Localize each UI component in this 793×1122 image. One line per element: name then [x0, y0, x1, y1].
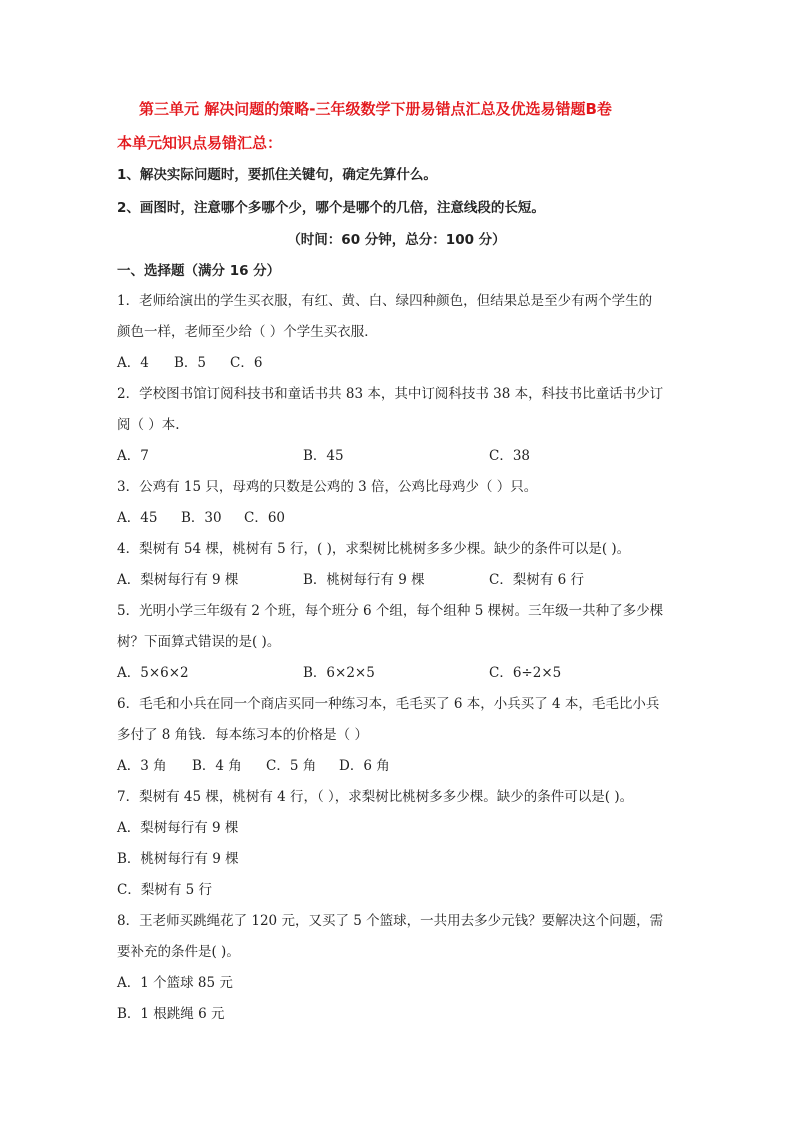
- question-7-stem: 7．梨树有 45 棵，桃树有 4 行，（ ），求梨树比桃树多多少棵。缺少的条件可以是( )。: [117, 789, 634, 805]
- question-3-options: [117, 509, 285, 527]
- option-c: C．梨树有 6 行: [489, 572, 585, 588]
- question-6-options: [117, 757, 390, 775]
- option-c: C．60: [244, 510, 286, 526]
- question-4-stem: 4．梨树有 54 棵，桃树有 5 行，( )，求梨树比桃树多多少棵。缺少的条件可以是( )。: [117, 541, 631, 557]
- option-a: A．3 角: [117, 758, 167, 774]
- summary-heading: 本单元知识点易错汇总：: [117, 134, 283, 152]
- option-d: D．6 角: [339, 758, 390, 774]
- question-8-option-b: B．1 根跳绳 6 元: [117, 1006, 225, 1022]
- option-c: C．6÷2×5: [489, 665, 562, 681]
- question-2-stem-line-2: 阅（ ）本.: [117, 417, 180, 433]
- option-a: A．45: [117, 510, 158, 526]
- option-a: A．5×6×2: [117, 665, 189, 681]
- option-a: A．7: [117, 448, 149, 464]
- question-1-stem-line-1: 1．老师给演出的学生买衣服，有红、黄、白、绿四种颜色，但结果总是至少有两个学生的: [117, 293, 653, 309]
- question-7-option-a: A．梨树每行有 9 棵: [117, 820, 239, 836]
- option-b: B．5: [174, 355, 207, 371]
- question-8-stem-line-1: 8．王老师买跳绳花了 120 元，又买了 5 个篮球，一共用去多少元钱？要解决这个问题，需: [117, 913, 664, 929]
- question-2-stem-line-1: 2．学校图书馆订阅科技书和童话书共 83 本，其中订阅科技书 38 本，科技书比童话书少订: [117, 386, 664, 402]
- question-2-options: [117, 447, 530, 465]
- question-1-stem-line-2: 颜色一样，老师至少给（ ）个学生买衣服．: [117, 324, 378, 340]
- option-a: A．4: [117, 355, 149, 371]
- exam-info: （时间：60 分钟，总分：100 分）: [287, 232, 506, 248]
- question-3-stem: 3．公鸡有 15 只，母鸡的只数是公鸡的 3 倍，公鸡比母鸡少（ ）只。: [117, 479, 538, 495]
- option-a: A．梨树每行有 9 棵: [117, 572, 239, 588]
- question-7-option-c: C．梨树有 5 行: [117, 882, 213, 898]
- question-6-stem-line-2: 多付了 8 角钱．每本练习本的价格是（ ）: [117, 727, 368, 743]
- question-5-options: [117, 664, 561, 682]
- question-4-options: [117, 571, 584, 589]
- option-b: B．桃树每行有 9 棵: [303, 572, 425, 588]
- option-b: B．30: [181, 510, 222, 526]
- option-c: C．38: [489, 448, 531, 464]
- question-6-stem-line-1: 6．毛毛和小兵在同一个商店买同一种练习本，毛毛买了 6 本，小兵买了 4 本，毛毛比小兵: [117, 696, 660, 712]
- document-title: 第三单元 解决问题的策略-三年级数学下册易错点汇总及优选易错题B卷: [139, 100, 612, 118]
- tip-1: 1、解决实际问题时，要抓住关键句，确定先算什么。: [117, 167, 437, 183]
- question-8-stem-line-2: 要补充的条件是( )。: [117, 944, 240, 960]
- question-8-option-a: A．1 个篮球 85 元: [117, 975, 233, 991]
- section-heading: 一、选择题（满分 16 分）: [117, 263, 281, 279]
- option-c: C．6: [230, 355, 263, 371]
- tip-2: 2、画图时，注意哪个多哪个少，哪个是哪个的几倍，注意线段的长短。: [117, 200, 545, 216]
- option-b: B．45: [303, 448, 344, 464]
- question-7-option-b: B．桃树每行有 9 棵: [117, 851, 239, 867]
- option-b: B．4 角: [192, 758, 242, 774]
- question-1-options: [117, 354, 262, 372]
- option-c: C．5 角: [266, 758, 317, 774]
- question-5-stem-line-2: 树？下面算式错误的是( )。: [117, 634, 281, 650]
- option-b: B．6×2×5: [303, 665, 375, 681]
- question-5-stem-line-1: 5．光明小学三年级有 2 个班，每个班分 6 个组，每个组种 5 棵树。三年级一共种了多少棵: [117, 603, 664, 619]
